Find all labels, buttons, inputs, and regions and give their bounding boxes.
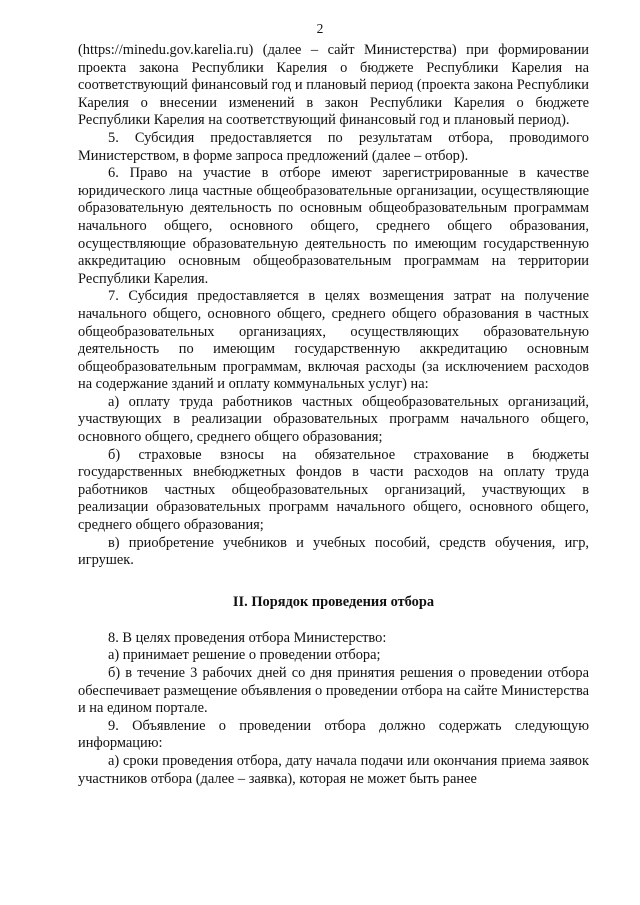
paragraph: 5. Субсидия предоставляется по результатам отбора, проводимого Министерством, в форме запроса предложений (далее – отбор). — [78, 129, 589, 164]
paragraph: а) принимает решение о проведении отбора; — [108, 647, 381, 664]
paragraph: 7. Субсидия предоставляется в целях возмещения затрат на получение начального общего, основного общего, среднего общего образования в частных общеобразовательных организациях, осуществляющих образовательную деятельность по имеющим государственную аккредитацию основным общеобразовательным программам, включая расходы (за исключением расходов на содержание зданий и оплату коммунальных услуг) на: — [78, 288, 589, 393]
paragraph: (https://minedu.gov.karelia.ru) (далее – сайт Министерства) при формировании проекта закона Республики Карелия о бюджете Республики Карелия на соответствующий финансовый год и плановый период (проекта закона Республики Карелия о внесении изменений в закон Республики Карелия о бюджете Республики Карелия на соответствующий финансовый год и плановый период). — [78, 42, 589, 129]
paragraph: в) приобретение учебников и учебных пособий, средств обучения, игр, игрушек. — [78, 534, 589, 569]
section-heading: II. Порядок проведения отбора — [232, 593, 435, 610]
document-body — [78, 42, 589, 788]
paragraph: а) сроки проведения отбора, дату начала подачи или окончания приема заявок участников отбора (далее – заявка), которая не может быть ранее — [78, 752, 589, 787]
paragraph: 6. Право на участие в отборе имеют зарегистрированные в качестве юридического лица частные общеобразовательные организации, осуществляющие образовательную деятельность по основным общеобразовательным программам начального общего, основного общего, среднего общего образования, осуществляющие образовательную деятельность по имеющим государственную аккредитацию основным общеобразовательным программам на территории Республики Карелия. — [78, 165, 589, 287]
paragraphs-after-heading — [78, 630, 589, 788]
paragraph: 9. Объявление о проведении отбора должно содержать следующую информацию: — [78, 717, 589, 752]
paragraphs-before-heading — [78, 42, 589, 570]
paragraph: б) в течение 3 рабочих дней со дня принятия решения о проведении отбора обеспечивает размещение объявления о проведении отбора на сайте Министерства и на едином портале. — [78, 665, 589, 717]
paragraph: 8. В целях проведения отбора Министерство: — [108, 629, 387, 646]
paragraph: а) оплату труда работников частных общеобразовательных организаций, участвующих в реализации образовательных программ начального общего, основного общего, среднего общего образования; — [78, 393, 589, 446]
page-number: 2 — [316, 21, 324, 36]
paragraph: б) страховые взносы на обязательное страхование в бюджеты государственных внебюджетных фондов в части расходов на оплату труда работников частных общеобразовательных организаций, участвующих в реализации образовательных программ начального общего, основного общего, среднего общего образования; — [78, 446, 589, 534]
